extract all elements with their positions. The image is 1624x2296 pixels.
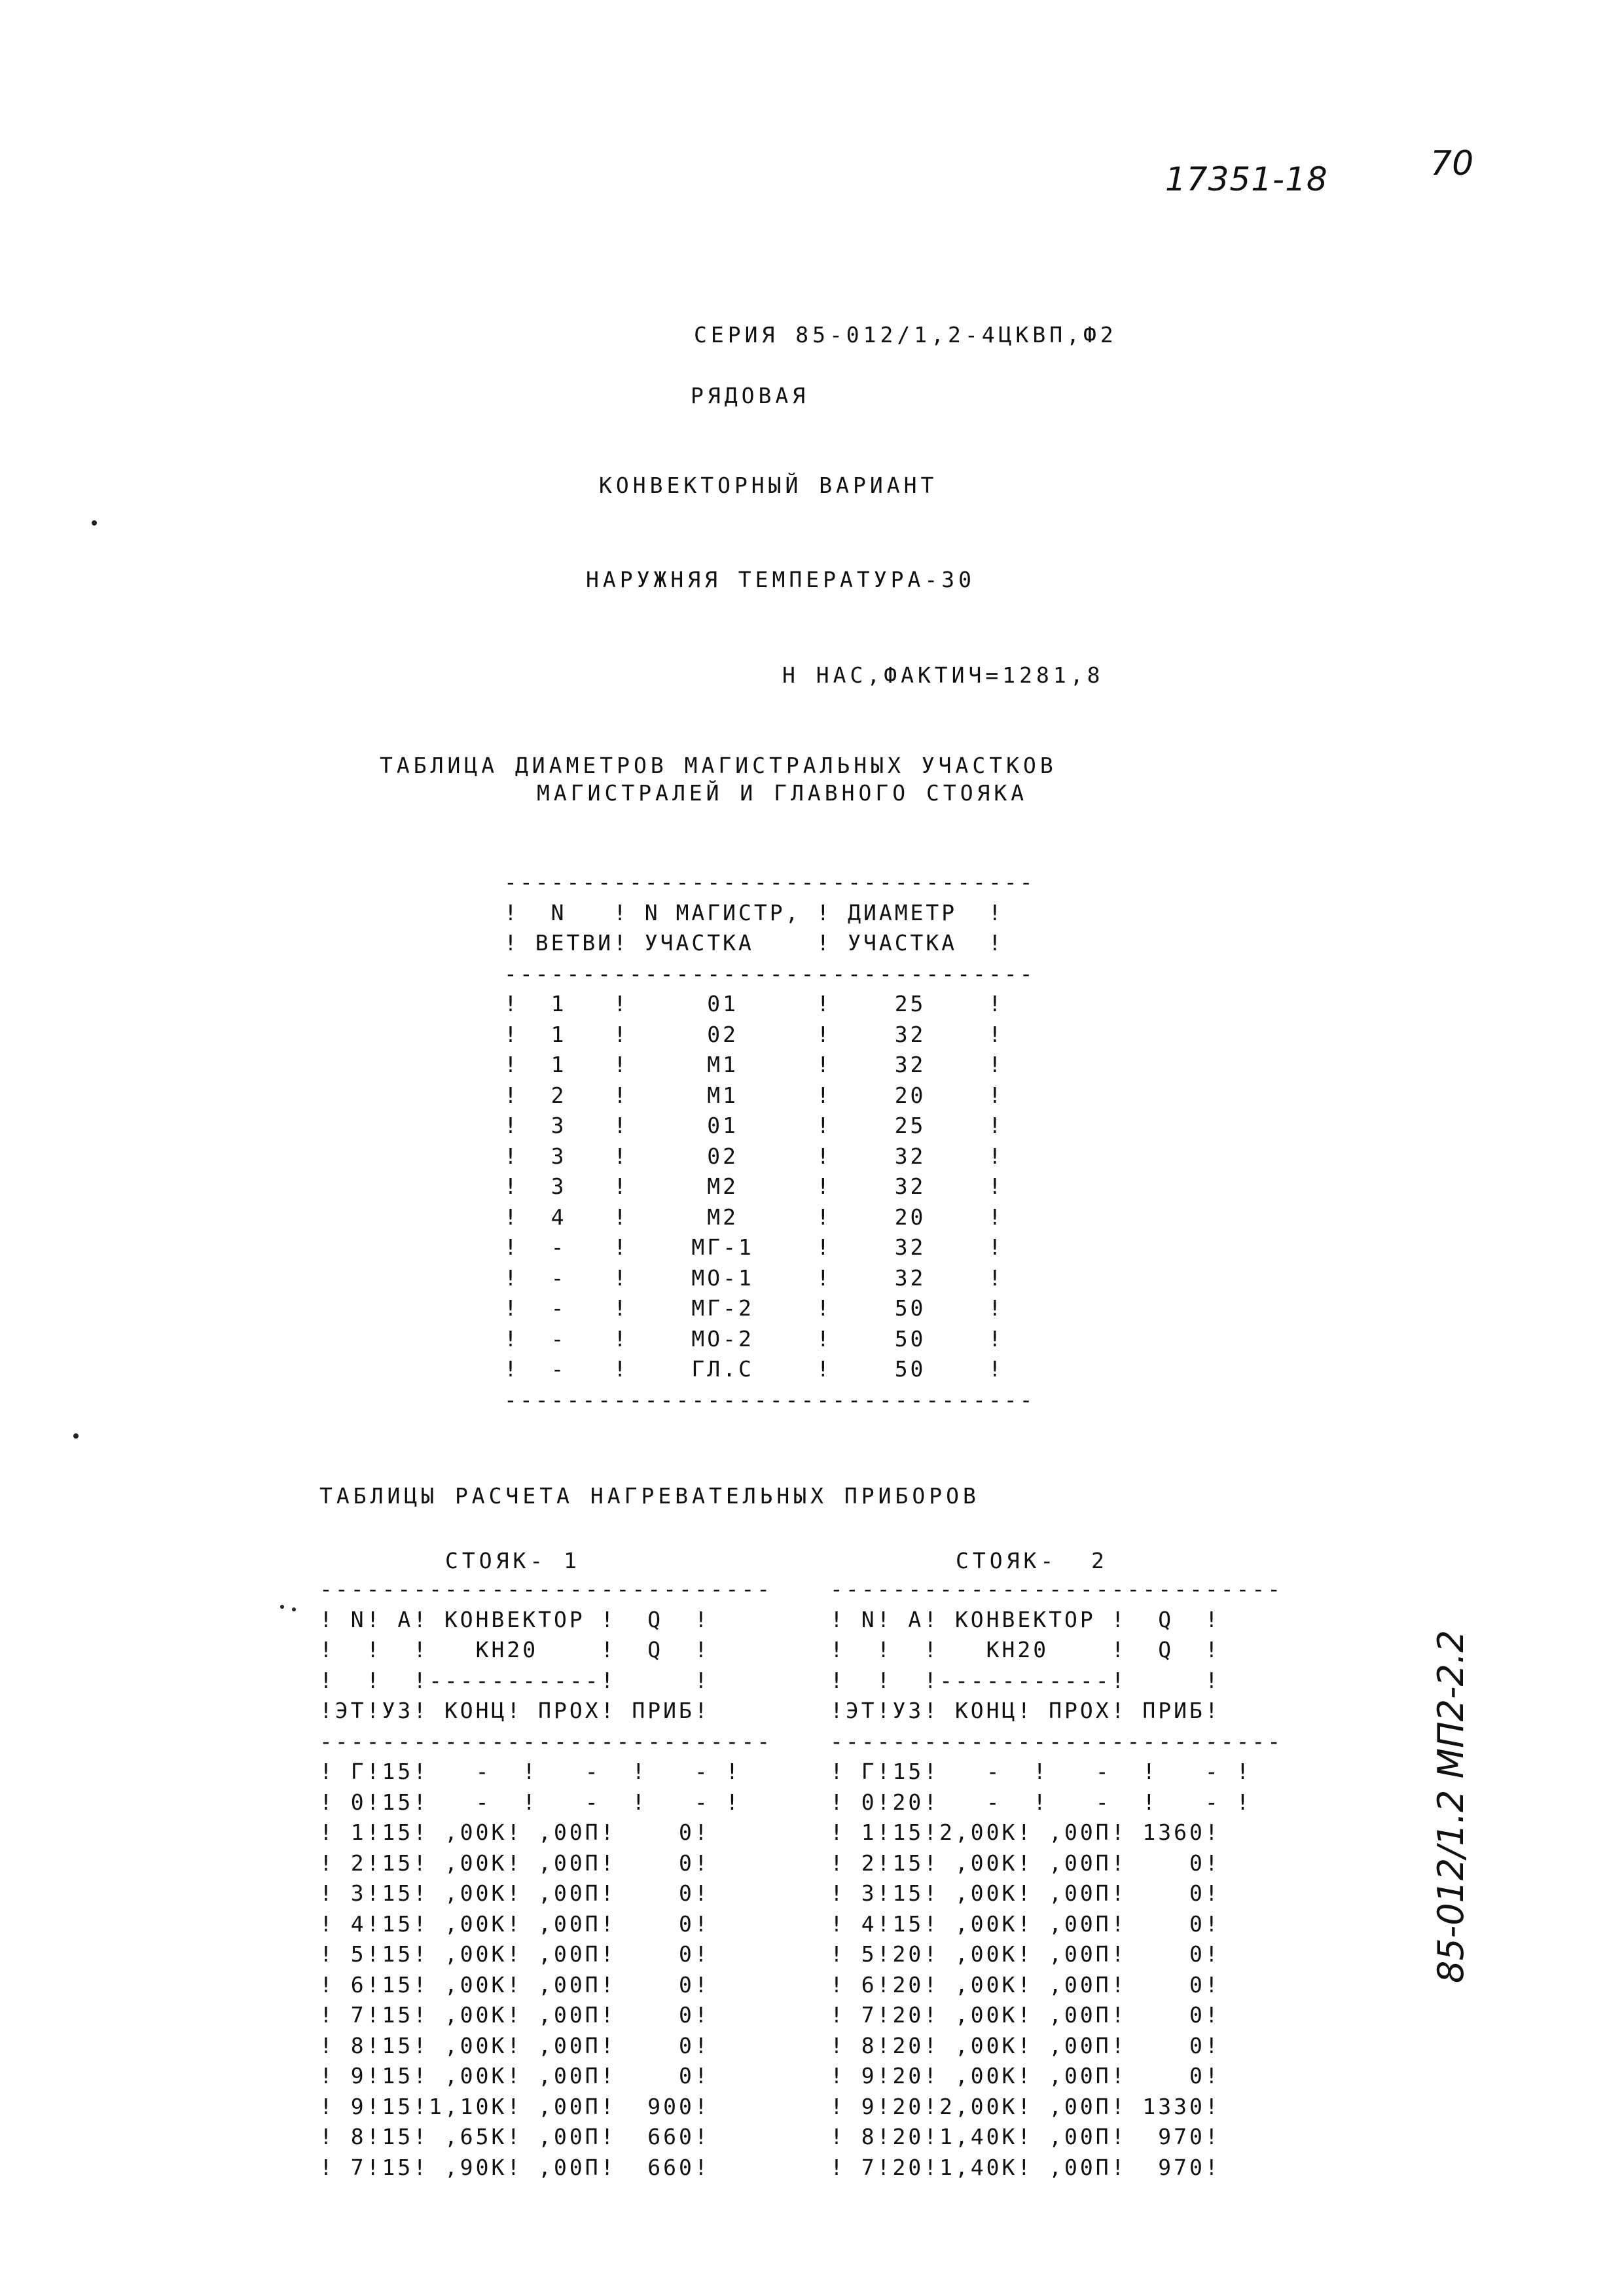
diameter-table-title-line2: МАГИСТРАЛЕЙ И ГЛАВНОГО СТОЯКА	[537, 780, 1028, 806]
riser-1-title: СТОЯК- 1	[445, 1548, 581, 1573]
series-heading: СЕРИЯ 85-012/1,2-4ЦКВП,Ф2	[694, 322, 1117, 348]
row-type-heading: РЯДОВАЯ	[691, 383, 810, 408]
scan-speck	[73, 1433, 79, 1439]
calculation-tables-title: ТАБЛИЦЫ РАСЧЕТА НАГРЕВАТЕЛЬНЫХ ПРИБОРОВ	[319, 1483, 980, 1509]
riser-1-table: ----------------------------- ! N! А! КОНВЕКТОР ! Q ! ! ! ! КН20 ! Q ! ! ! !-----------! ! !ЭТ!УЗ! КОНЦ! ПРОХ! ПРИБ! ----------------------------- ! Г!15! - ! - ! - ! ! 0!15! - ! - ! - ! ! 1!15! ,00К! ,00П! 0! ! 2!15! ,00К! ,00П! 0! ! 3!15! ,00К! ,00П! 0! ! 4!15! ,00К! ,00П! 0! ! 5!15! ,00К! ,00П! 0! ! 6!15! ,00К! ,00П! 0! ! 7!15! ,00К! ,00П! 0! ! 8!15! ,00К! ,00П! 0! ! 9!15! ,00К! ,00П! 0! ! 9!15!1,10К! ,00П! 900! ! 8!15! ,65К! ,00П! 660! ! 7!15! ,90К! ,00П! 660!	[319, 1576, 773, 2180]
diameter-table-title-line1: ТАБЛИЦА ДИАМЕТРОВ МАГИСТРАЛЬНЫХ УЧАСТКОВ	[380, 753, 1057, 778]
diameter-table: ---------------------------------- ! N ! N МАГИСТР, ! ДИАМЕТР ! ! ВЕТВИ! УЧАСТКА ! УЧАСТКА ! ---------------------------------- ! 1 ! 01 ! 25 ! ! 1 ! 02 ! 32 ! ! 1 ! М1 ! 32 ! ! 2 ! М1 ! 20 ! ! 3 ! 01 ! 25 ! ! 3 ! 02 ! 32 ! ! 3 ! М2 ! 32 ! ! 4 ! М2 ! 20 ! ! - ! МГ-1 ! 32 ! ! - ! МО-1 ! 32 ! ! - ! МГ-2 ! 50 ! ! - ! МО-2 ! 50 ! ! - ! ГЛ.С ! 50 ! ----------------------------------	[504, 869, 1036, 1412]
scan-speck	[292, 1607, 296, 1611]
outdoor-temperature-heading: НАРУЖНЯЯ ТЕМПЕРАТУРА-30	[586, 567, 975, 592]
document-number-stamp: 17351-18	[1165, 160, 1328, 198]
side-document-code-stamp: 85-012/1.2 МП2-2.2	[1430, 1630, 1471, 1983]
riser-2-table: ----------------------------- ! N! А! КОНВЕКТОР ! Q ! ! ! ! КН20 ! Q ! ! ! !-----------! ! !ЭТ!УЗ! КОНЦ! ПРОХ! ПРИБ! ----------------------------- ! Г!15! - ! - ! - ! ! 0!20! - ! - ! - ! ! 1!15!2,00К! ,00П! 1360! ! 2!15! ,00К! ,00П! 0! ! 3!15! ,00К! ,00П! 0! ! 4!15! ,00К! ,00П! 0! ! 5!20! ,00К! ,00П! 0! ! 6!20! ,00К! ,00П! 0! ! 7!20! ,00К! ,00П! 0! ! 8!20! ,00К! ,00П! 0! ! 9!20! ,00К! ,00П! 0! ! 9!20!2,00К! ,00П! 1330! ! 8!20!1,40К! ,00П! 970! ! 7!20!1,40К! ,00П! 970!	[830, 1576, 1284, 2180]
scan-speck	[280, 1605, 284, 1609]
riser-2-title: СТОЯК- 2	[956, 1548, 1108, 1573]
scan-speck	[92, 520, 97, 526]
page-number: 70	[1430, 144, 1474, 183]
actual-pressure-heading: Н НАС,ФАКТИЧ=1281,8	[782, 662, 1104, 688]
variant-heading: КОНВЕКТОРНЫЙ ВАРИАНТ	[599, 473, 938, 498]
